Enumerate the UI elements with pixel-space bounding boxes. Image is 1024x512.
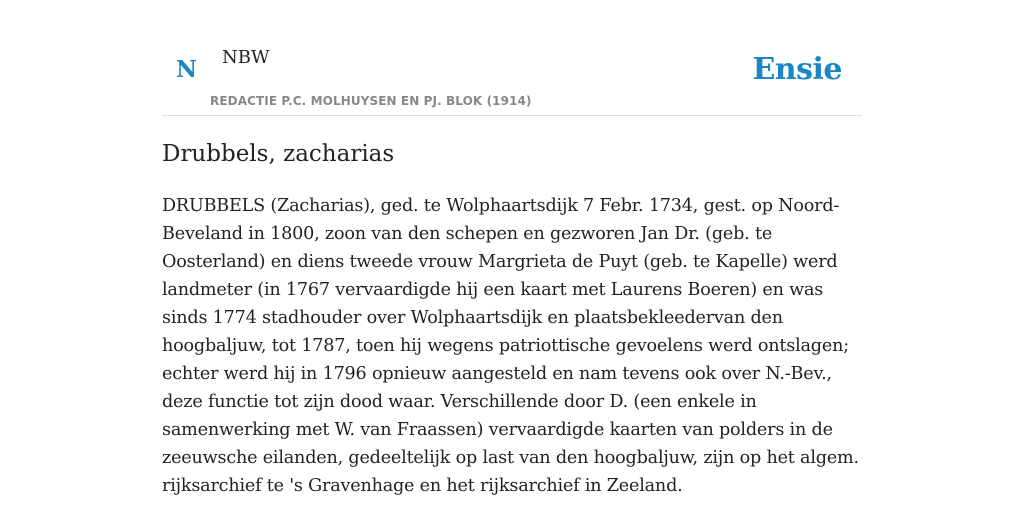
brand-logo[interactable]: Ensie xyxy=(752,52,842,87)
page-title: Drubbels, zacharias xyxy=(162,141,395,167)
source-name[interactable]: NBW xyxy=(222,47,270,68)
article-body: DRUBBELS (Zacharias), ged. te Wolphaartsdijk 7 Febr. 1734, gest. op Noord-Beveland in 1800, zoon van den schepen en gezworen Jan Dr. (geb. te Oosterland) en diens tweede vrouw Margrieta de Puyt (geb. te Kapelle) werd landmeter (in 1767 vervaardigde hij een kaart met Laurens Boeren) en was sinds 1774 stadhouder over Wolphaartsdijk en plaatsbekleedervan den hoogbaljuw, tot 1787, toen hij wegens patriottische gevoelens werd ontslagen; echter werd hij in 1796 opnieuw aangesteld en nam tevens ook over N.-Bev., deze functie tot zijn dood waar. Verschillende door D. (een enkele in samenwerking met W. van Fraassen) vervaardigde kaarten van polders in de zeeuwsche eilanden, gedeeltelijk op last van den hoogbaljuw, zijn op het algem. rijksarchief te 's Gravenhage en het rijksarchief in Zeeland. xyxy=(162,196,859,496)
source-subtitle: REDACTIE P.C. MOLHUYSEN EN PJ. BLOK (1914) xyxy=(210,94,532,108)
header-divider xyxy=(162,115,862,116)
source-logo[interactable]: N xyxy=(176,56,198,83)
